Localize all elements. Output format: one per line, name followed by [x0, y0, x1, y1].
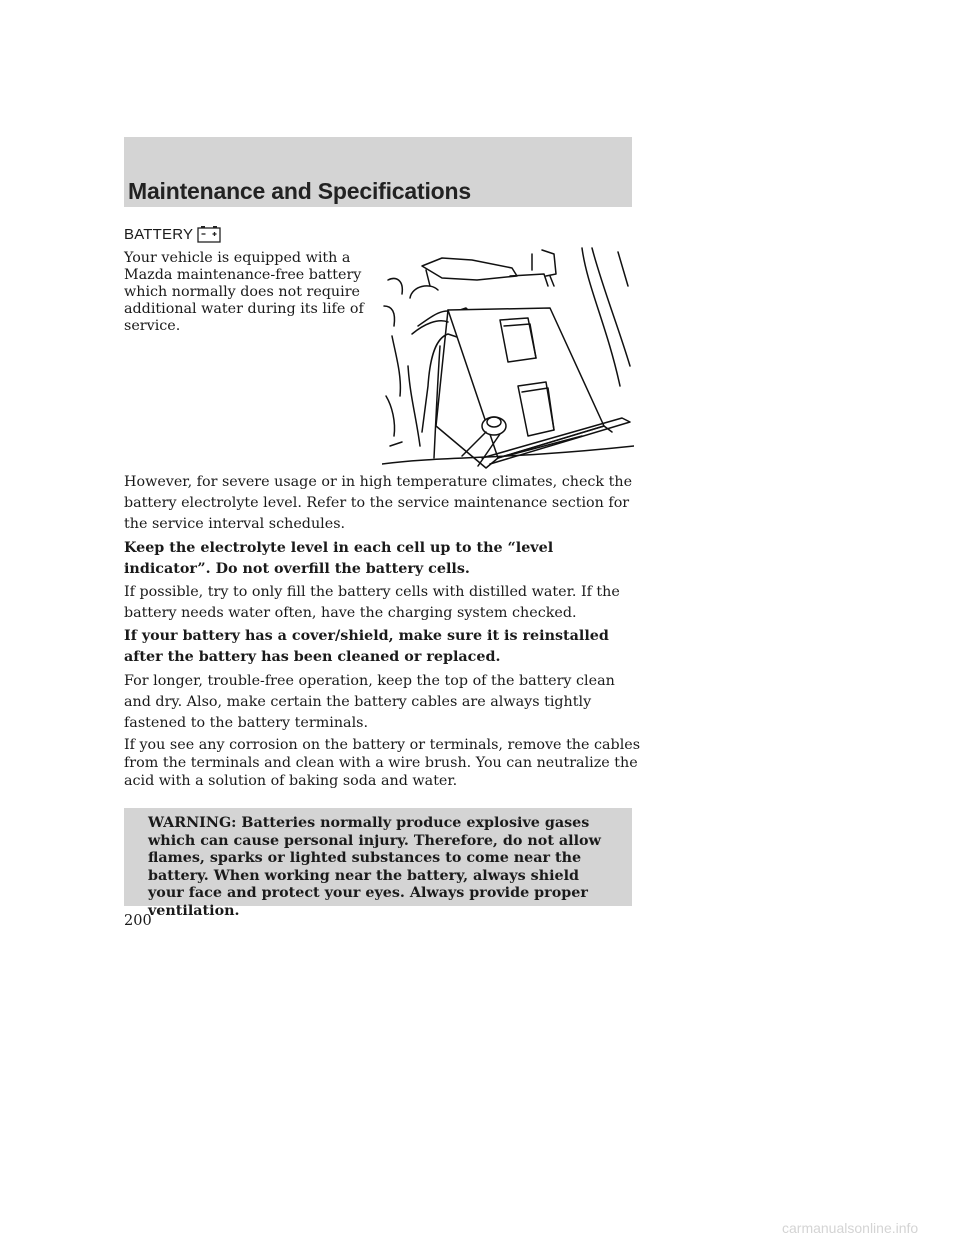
- battery-illustration: [382, 246, 634, 470]
- severe-usage-paragraph: However, for severe usage or in high temperature climates, check the battery electrolyte level. Refer to the service maintenance section for the service interval schedules.: [124, 474, 633, 532]
- section-heading-text: BATTERY: [124, 225, 194, 243]
- section-heading: [124, 225, 221, 243]
- page-header-title: Maintenance and Specifications: [128, 178, 471, 204]
- page-number: 200: [124, 913, 152, 929]
- corrosion-paragraph: If you see any corrosion on the battery or terminals, remove the cables from the terminals and clean with a wire brush. You can neutralize the acid with a solution of baking soda and water.: [124, 737, 641, 789]
- intro-paragraph: Your vehicle is equipped with a Mazda maintenance-free battery which normally does not require additional water during its life of service.: [124, 250, 364, 334]
- warning-text: WARNING: Batteries normally produce explosive gases which can cause personal injury. Therefore, do not allow flames, sparks or lighted substances to come near the battery. When working near the battery, always shield your face and protect your eyes. Always provide proper ventilation.: [148, 815, 601, 919]
- trouble-free-paragraph: For longer, trouble-free operation, keep the top of the battery clean and dry. Also, make certain the battery cables are always tightly fastened to the battery terminals.: [124, 673, 615, 731]
- cover-shield-paragraph: If your battery has a cover/shield, make sure it is reinstalled after the battery has been cleaned or replaced.: [124, 628, 609, 665]
- distilled-water-paragraph: If possible, try to only fill the battery cells with distilled water. If the battery needs water often, have the charging system checked.: [124, 584, 620, 621]
- watermark: carmanualsonline.info: [782, 1220, 919, 1236]
- electrolyte-level-paragraph: Keep the electrolyte level in each cell up to the “level indicator”. Do not overfill the battery cells.: [124, 540, 554, 577]
- battery-icon: [197, 225, 221, 243]
